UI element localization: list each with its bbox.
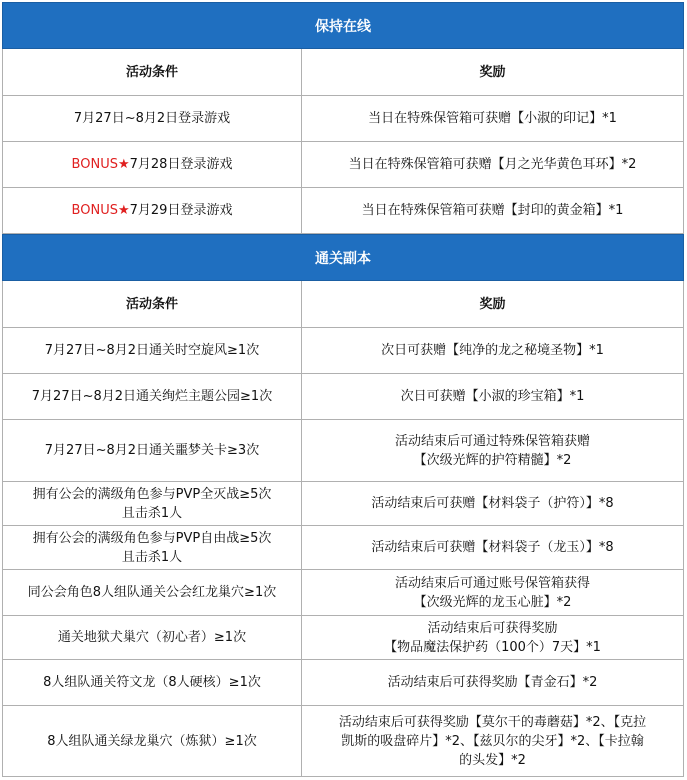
condition-cell: 8人组队通关符文龙（8人硬核）≥1次 [2,660,302,706]
condition-cell [2,482,302,526]
reward-line: 【物品魔法保护药（100个）7天】*1 [384,639,601,655]
column-header-condition: 活动条件 [2,49,302,96]
table-row [2,328,684,374]
table-row [2,142,684,188]
reward-line: 活动结束后可通过账号保管箱获得 [394,575,590,591]
reward-cell [302,420,684,482]
section-title: 保持在线 [315,18,371,35]
table-row [2,96,684,142]
section-header-online [2,2,684,49]
table-row [2,374,684,420]
table-row [2,420,684,482]
condition-cell: 通关地狱犬巢穴（初心者）≥1次 [2,616,302,660]
column-header-reward: 奖励 [302,281,684,328]
condition-cell [2,142,302,188]
reward-line: 的头发】*2 [459,752,526,768]
reward-cell: 当日在特殊保管箱可获赠【封印的黄金箱】*1 [302,188,684,234]
condition-cell: 7月27日~8月2日通关绚烂主题公园≥1次 [2,374,302,420]
condition-text: 7月29日登录游戏 [129,203,233,218]
condition-cell: 同公会角色8人组队通关公会红龙巢穴≥1次 [2,570,302,616]
condition-cell: 7月27日~8月2日通关噩梦关卡≥3次 [2,420,302,482]
column-header-reward: 奖励 [302,49,684,96]
table-row [2,526,684,570]
reward-line: 【次级光辉的护符精髓】*2 [413,452,572,468]
reward-cell: 活动结束后可获赠【材料袋子（龙玉）】*8 [302,526,684,570]
condition-text: 7月28日登录游戏 [129,157,233,172]
condition-cell: 8人组队通关绿龙巢穴（炼狱）≥1次 [2,706,302,777]
reward-cell: 活动结束后可获得奖励【青金石】*2 [302,660,684,706]
condition-cell [2,526,302,570]
table-row [2,706,684,777]
reward-cell: 当日在特殊保管箱可获赠【小淑的印记】*1 [302,96,684,142]
column-header-row [2,281,684,328]
section-header-dungeon [2,234,684,281]
reward-cell: 活动结束后可获赠【材料袋子（护符）】*8 [302,482,684,526]
table-row [2,616,684,660]
column-header-condition: 活动条件 [2,281,302,328]
table-row [2,570,684,616]
column-header-row [2,49,684,96]
condition-line: 拥有公会的满级角色参与PVP自由战≥5次 [32,530,272,546]
condition-cell: 7月27日~8月2日登录游戏 [2,96,302,142]
reward-cell [302,706,684,777]
table-row [2,660,684,706]
reward-cell: 当日在特殊保管箱可获赠【月之光华黄色耳环】*2 [302,142,684,188]
reward-cell: 次日可获赠【纯净的龙之秘境圣物】*1 [302,328,684,374]
reward-cell: 次日可获赠【小淑的珍宝箱】*1 [302,374,684,420]
table-row [2,482,684,526]
reward-cell [302,570,684,616]
condition-line: 且击杀1人 [121,549,183,565]
reward-line: 【次级光辉的龙玉心脏】*2 [413,594,572,610]
bonus-badge: BONUS★ [71,157,130,172]
condition-line: 且击杀1人 [121,505,183,521]
section-title: 通关副本 [315,250,371,267]
bonus-badge: BONUS★ [71,203,130,218]
reward-line: 活动结束后可获得奖励【莫尔干的毒蘑菇】*2、【克拉 [338,714,647,730]
event-rewards-table [2,2,684,777]
reward-line: 凯斯的吸盘碎片】*2、【兹贝尔的尖牙】*2、【卡拉翰 [341,733,644,749]
table-row [2,188,684,234]
condition-cell: 7月27日~8月2日通关时空旋风≥1次 [2,328,302,374]
reward-cell [302,616,684,660]
condition-line: 拥有公会的满级角色参与PVP全灭战≥5次 [32,486,272,502]
reward-line: 活动结束后可获得奖励 [427,620,558,636]
reward-line: 活动结束后可通过特殊保管箱获赠 [394,433,590,449]
condition-cell [2,188,302,234]
